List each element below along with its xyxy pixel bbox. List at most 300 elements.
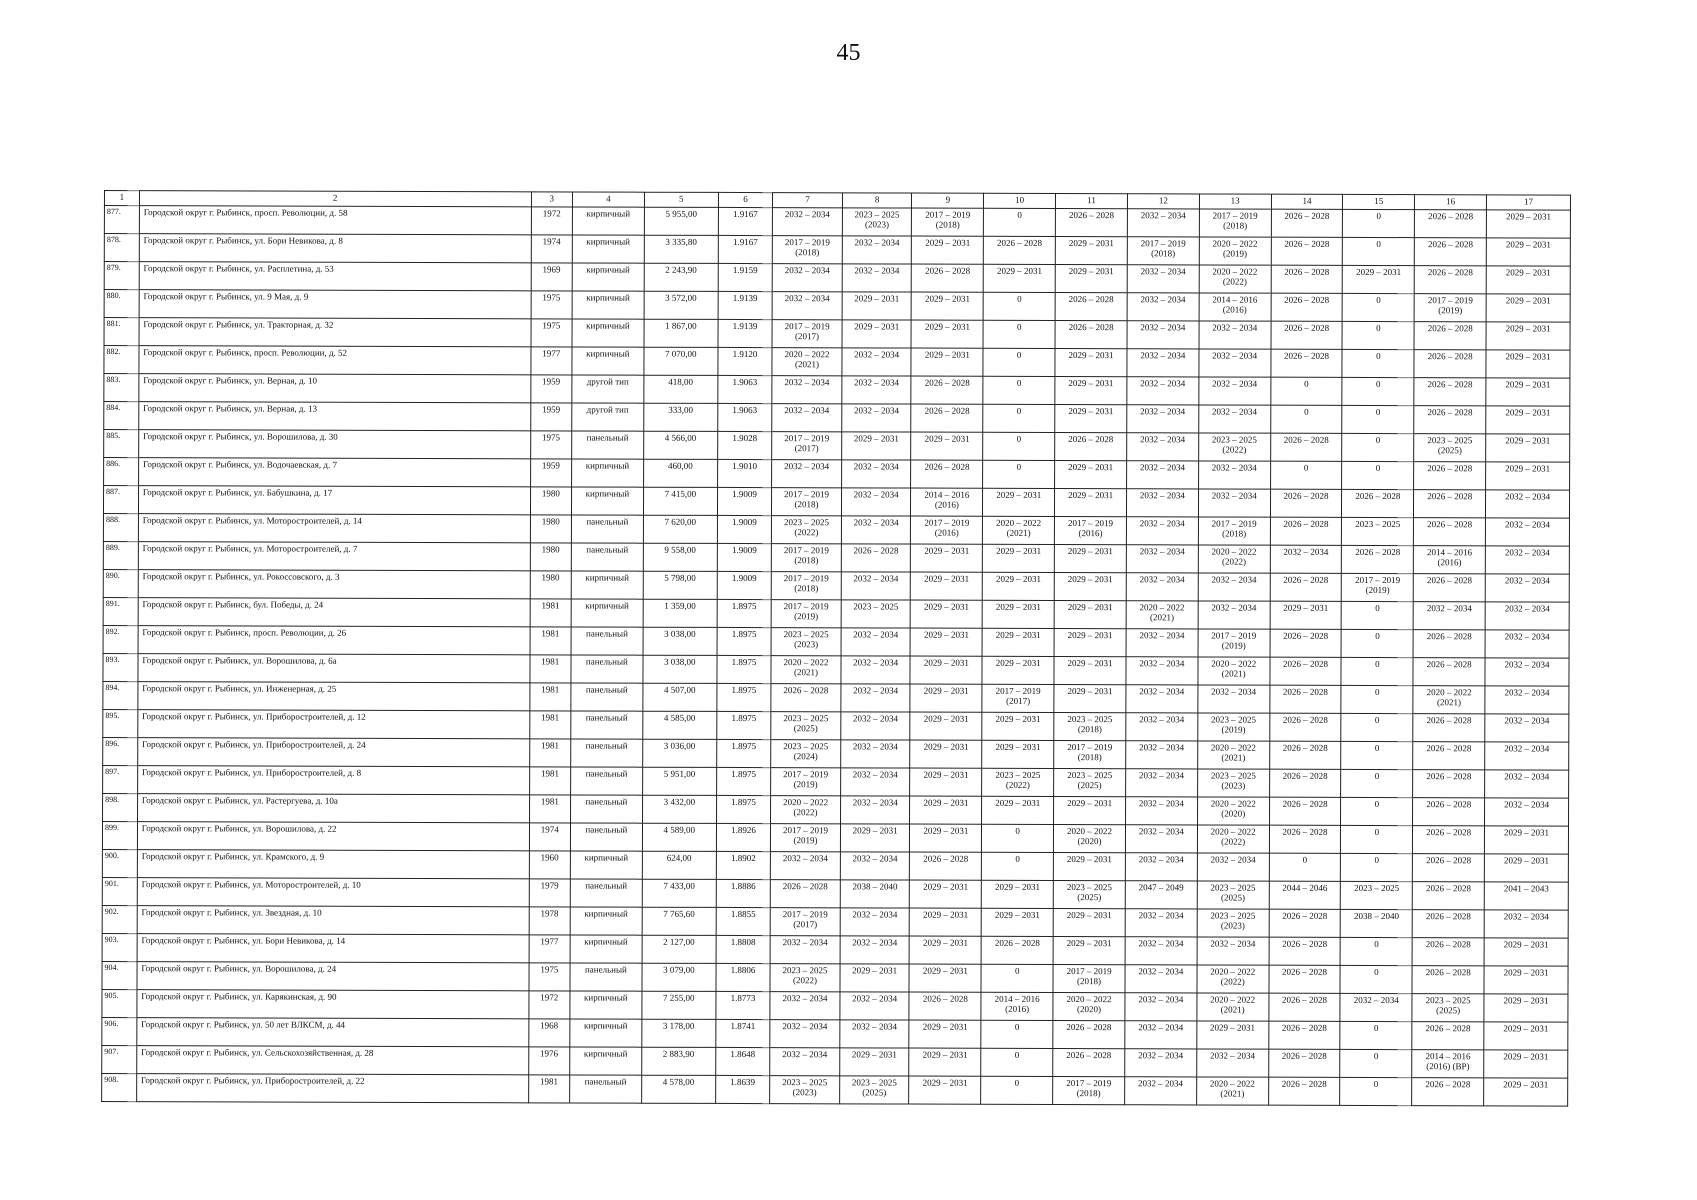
table-cell-col-2: Городской округ г. Рыбинск, ул. Бори Невикова, д. 8: [139, 234, 531, 263]
table-cell-col-13: 2032 – 2034: [1199, 349, 1271, 377]
table-cell-col-6: 1.8806: [716, 963, 770, 991]
table-cell-col-5: 3 036,00: [642, 739, 716, 767]
table-cell-col-13: 2020 – 2022 (2022): [1197, 965, 1269, 993]
table-cell-col-1: 898.: [103, 793, 138, 821]
table-cell-col-5: 7 070,00: [644, 347, 718, 375]
table-cell-col-3: 1979: [529, 879, 570, 907]
table-cell-col-7: 2032 – 2034: [770, 1020, 840, 1048]
table-cell-col-9: 2026 – 2028: [911, 376, 983, 404]
table-cell-col-5: 333,00: [644, 403, 718, 431]
table-cell-col-11: 2029 – 2031: [1053, 908, 1125, 936]
table-cell-col-12: 2032 – 2034: [1125, 853, 1197, 881]
table-cell-col-8: 2029 – 2031: [842, 292, 912, 320]
table-cell-col-4: кирпичный: [570, 935, 642, 963]
table-cell-col-9: 2026 – 2028: [911, 404, 983, 432]
table-cell-col-8: 2032 – 2034: [840, 1020, 910, 1048]
table-cell-col-15: 0: [1341, 629, 1413, 657]
table-cell-col-12: 2032 – 2034: [1126, 741, 1198, 769]
table-cell-col-16: 2023 – 2025 (2025): [1412, 994, 1484, 1022]
table-cell-col-17: 2029 – 2031: [1486, 434, 1570, 462]
table-cell-col-10: 2029 – 2031: [982, 880, 1054, 908]
table-cell-col-14: 2026 – 2028: [1271, 321, 1343, 349]
table-cell-col-4: другой тип: [572, 375, 644, 403]
table-cell-col-1: 877.: [104, 206, 139, 234]
table-cell-col-8: 2032 – 2034: [841, 628, 911, 656]
table-cell-col-8: 2032 – 2034: [841, 516, 911, 544]
table-cell-col-1: 890.: [103, 569, 138, 597]
table-cell-col-2: Городской округ г. Рыбинск, ул. Расплетина, д. 53: [139, 262, 531, 291]
table-cell-col-9: 2029 – 2031: [910, 656, 982, 684]
table-cell-col-11: 2023 – 2025 (2025): [1053, 880, 1125, 908]
table-cell-col-8: 2026 – 2028: [841, 544, 911, 572]
table-cell-col-12: 2032 – 2034: [1127, 265, 1199, 293]
table-cell-col-16: 2026 – 2028: [1413, 714, 1485, 742]
table-cell-col-9: 2017 – 2019 (2016): [911, 516, 983, 544]
table-cell-col-15: 0: [1343, 237, 1415, 265]
table-cell-col-2: Городской округ г. Рыбинск, ул. Бори Невикова, д. 14: [137, 934, 529, 963]
table-cell-col-15: 2023 – 2025: [1342, 517, 1414, 545]
table-cell-col-10: 2029 – 2031: [982, 796, 1054, 824]
table-cell-col-13: 2014 – 2016 (2016): [1199, 293, 1271, 321]
table-cell-col-7: 2023 – 2025 (2023): [770, 1076, 840, 1104]
table-cell-col-4: кирпичный: [571, 599, 643, 627]
table-cell-col-9: 2029 – 2031: [912, 236, 984, 264]
table-cell-col-13: 2032 – 2034: [1198, 601, 1270, 629]
table-cell-col-17: 2029 – 2031: [1486, 406, 1570, 434]
table-cell-col-15: 0: [1342, 461, 1414, 489]
table-cell-col-17: 2029 – 2031: [1484, 854, 1568, 882]
table-cell-col-6: 1.8975: [717, 599, 771, 627]
table-cell-col-14: 2026 – 2028: [1268, 1077, 1340, 1105]
table-cell-col-11: 2029 – 2031: [1054, 684, 1126, 712]
table-cell-col-9: 2029 – 2031: [910, 740, 982, 768]
table-cell-col-14: 0: [1270, 461, 1342, 489]
table-cell-col-17: 2032 – 2034: [1485, 546, 1569, 574]
table-cell-col-2: Городской округ г. Рыбинск, ул. Приборостроителей, д. 8: [137, 766, 529, 795]
table-cell-col-8: 2032 – 2034: [841, 712, 911, 740]
table-cell-col-5: 1 867,00: [644, 319, 718, 347]
table-cell-col-13: 2023 – 2025 (2023): [1197, 909, 1269, 937]
table-cell-col-11: 2026 – 2028: [1053, 1048, 1125, 1076]
table-cell-col-7: 2020 – 2022 (2022): [771, 796, 841, 824]
table-cell-col-2: Городской округ г. Рыбинск, ул. Рокоссовского, д. 3: [138, 570, 530, 599]
table-cell-col-14: 2026 – 2028: [1271, 293, 1343, 321]
table-cell-col-2: Городской округ г. Рыбинск, ул. Ворошилова, д. 22: [137, 822, 529, 851]
table-cell-col-8: 2032 – 2034: [841, 460, 911, 488]
table-cell-col-10: 0: [983, 432, 1055, 460]
table-cell-col-5: 3 572,00: [644, 291, 718, 319]
table-cell-col-6: 1.8975: [717, 683, 771, 711]
table-cell-col-2: Городской округ г. Рыбинск, ул. Ворошилова, д. 30: [138, 430, 530, 459]
table-cell-col-6: 1.9159: [718, 263, 772, 291]
table-cell-col-13: 2017 – 2019 (2018): [1199, 209, 1271, 237]
table-cell-col-6: 1.9009: [717, 571, 771, 599]
table-cell-col-14: 2026 – 2028: [1270, 489, 1342, 517]
table-cell-col-17: 2032 – 2034: [1485, 714, 1569, 742]
table-cell-col-6: 1.9063: [718, 375, 772, 403]
table-cell-col-14: 2026 – 2028: [1268, 1049, 1340, 1077]
table-cell-col-10: 2029 – 2031: [983, 264, 1055, 292]
table-cell-col-4: кирпичный: [572, 459, 644, 487]
table-cell-col-3: 1960: [529, 851, 570, 879]
table-cell-col-3: 1980: [530, 571, 571, 599]
table-cell-col-4: кирпичный: [572, 291, 644, 319]
table-cell-col-9: 2029 – 2031: [911, 572, 983, 600]
table-cell-col-7: 2017 – 2019 (2017): [772, 320, 842, 348]
table-cell-col-10: 0: [984, 208, 1056, 236]
table-cell-col-14: 2044 – 2046: [1269, 881, 1341, 909]
table-cell-col-11: 2029 – 2031: [1054, 544, 1126, 572]
table-cell-col-12: 2032 – 2034: [1125, 825, 1197, 853]
table-cell-col-5: 1 359,00: [643, 599, 717, 627]
table-cell-col-2: Городской округ г. Рыбинск, ул. Моторостроителей, д. 14: [138, 514, 530, 543]
table-cell-col-8: 2029 – 2031: [840, 1048, 910, 1076]
table-cell-col-1: 902.: [102, 905, 137, 933]
table-cell-col-16: 2026 – 2028: [1414, 406, 1486, 434]
table-cell-col-14: 2026 – 2028: [1269, 965, 1341, 993]
table-cell-col-6: 1.9139: [718, 319, 772, 347]
table-cell-col-17: 2032 – 2034: [1485, 602, 1569, 630]
table-cell-col-4: панельный: [571, 711, 643, 739]
table-cell-col-5: 3 038,00: [643, 627, 717, 655]
table-cell-col-14: 2026 – 2028: [1270, 573, 1342, 601]
table-cell-col-2: Городской округ г. Рыбинск, ул. Крамского, д. 9: [137, 850, 529, 879]
table-cell-col-1: 891.: [103, 597, 138, 625]
table-cell-col-8: 2029 – 2031: [840, 964, 910, 992]
table-cell-col-4: кирпичный: [570, 1019, 642, 1047]
table-cell-col-11: 2026 – 2028: [1055, 292, 1127, 320]
table-cell-col-15: 0: [1341, 937, 1413, 965]
column-header-17: 17: [1487, 195, 1571, 210]
table-cell-col-13: 2017 – 2019 (2019): [1198, 629, 1270, 657]
table-cell-col-7: 2020 – 2022 (2021): [771, 656, 841, 684]
table-cell-col-15: 0: [1341, 853, 1413, 881]
table-cell-col-16: 2026 – 2028: [1413, 658, 1485, 686]
table-cell-col-3: 1981: [528, 1075, 569, 1103]
table-cell-col-7: 2017 – 2019 (2018): [772, 488, 842, 516]
column-header-10: 10: [984, 193, 1056, 208]
table-cell-col-4: кирпичный: [572, 319, 644, 347]
table-cell-col-17: 2029 – 2031: [1486, 378, 1570, 406]
table-cell-col-11: 2029 – 2031: [1053, 852, 1125, 880]
table-cell-col-5: 2 243,90: [644, 263, 718, 291]
table-cell-col-11: 2026 – 2028: [1055, 432, 1127, 460]
table-cell-col-11: 2029 – 2031: [1055, 404, 1127, 432]
table-cell-col-6: 1.8741: [716, 1019, 770, 1047]
table-cell-col-12: 2032 – 2034: [1126, 629, 1198, 657]
table-cell-col-14: 2026 – 2028: [1269, 741, 1341, 769]
table-cell-col-8: 2032 – 2034: [840, 796, 910, 824]
table-cell-col-5: 5 951,00: [642, 767, 716, 795]
column-header-6: 6: [718, 192, 772, 207]
table-cell-col-8: 2023 – 2025 (2023): [842, 208, 912, 236]
table-cell-col-12: 2032 – 2034: [1127, 321, 1199, 349]
table-cell-col-14: 2026 – 2028: [1269, 909, 1341, 937]
table-cell-col-10: 2029 – 2031: [982, 628, 1054, 656]
table-cell-col-11: 2020 – 2022 (2020): [1054, 824, 1126, 852]
table-cell-col-6: 1.8975: [717, 711, 771, 739]
table-cell-col-1: 906.: [102, 1017, 137, 1045]
table-cell-col-4: панельный: [571, 739, 643, 767]
table-cell-col-1: 905.: [102, 989, 137, 1017]
table-cell-col-7: 2032 – 2034: [770, 936, 840, 964]
table-cell-col-2: Городской округ г. Рыбинск, ул. 9 Мая, д. 9: [139, 290, 531, 319]
table-cell-col-10: 2026 – 2028: [981, 936, 1053, 964]
table-cell-col-4: панельный: [570, 1075, 642, 1103]
table-cell-col-10: 2029 – 2031: [982, 740, 1054, 768]
table-cell-col-9: 2029 – 2031: [911, 544, 983, 572]
table-cell-col-4: кирпичный: [572, 207, 644, 235]
table-cell-col-11: 2017 – 2019 (2018): [1054, 740, 1126, 768]
table-cell-col-4: панельный: [570, 823, 642, 851]
table-cell-col-16: 2026 – 2028: [1413, 770, 1485, 798]
table-cell-col-5: 5 955,00: [644, 207, 718, 235]
table-cell-col-13: 2032 – 2034: [1198, 685, 1270, 713]
table-cell-col-6: 1.8975: [716, 739, 770, 767]
table-cell-col-1: 893.: [103, 653, 138, 681]
table-cell-col-15: 2023 – 2025: [1341, 881, 1413, 909]
table-cell-col-4: панельный: [570, 963, 642, 991]
table-cell-col-5: 7 765,60: [642, 907, 716, 935]
table-cell-col-10: 2029 – 2031: [982, 712, 1054, 740]
table-cell-col-4: кирпичный: [570, 1047, 642, 1075]
table-cell-col-1: 878.: [104, 234, 139, 262]
table-cell-col-2: Городской округ г. Рыбинск, ул. Бабушкина, д. 17: [138, 486, 530, 515]
table-cell-col-9: 2029 – 2031: [911, 348, 983, 376]
table-cell-col-5: 3 178,00: [642, 1019, 716, 1047]
table-cell-col-13: 2020 – 2022 (2022): [1198, 545, 1270, 573]
table-cell-col-13: 2020 – 2022 (2021): [1197, 741, 1269, 769]
table-cell-col-3: 1972: [529, 991, 570, 1019]
table-cell-col-10: 2026 – 2028: [984, 236, 1056, 264]
table-cell-col-17: 2029 – 2031: [1486, 294, 1570, 322]
table-cell-col-10: 2029 – 2031: [981, 908, 1053, 936]
table-cell-col-2: Городской округ г. Рыбинск, просп. Революции, д. 26: [138, 626, 530, 655]
table-cell-col-12: 2032 – 2034: [1125, 909, 1197, 937]
register-table-wrapper: [101, 190, 1571, 1107]
table-cell-col-11: 2029 – 2031: [1054, 656, 1126, 684]
table-cell-col-7: 2023 – 2025 (2023): [771, 628, 841, 656]
table-cell-col-5: 624,00: [642, 851, 716, 879]
table-cell-col-16: 2026 – 2028: [1414, 322, 1486, 350]
table-cell-col-7: 2032 – 2034: [770, 1048, 840, 1076]
table-cell-col-16: 2026 – 2028: [1412, 1078, 1484, 1106]
table-cell-col-13: 2020 – 2022 (2022): [1199, 265, 1271, 293]
table-cell-col-12: 2032 – 2034: [1125, 965, 1197, 993]
table-cell-col-5: 7 255,00: [642, 991, 716, 1019]
table-cell-col-17: 2032 – 2034: [1485, 798, 1569, 826]
table-cell-col-10: 0: [982, 852, 1054, 880]
table-cell-col-1: 895.: [103, 709, 138, 737]
table-cell-col-12: 2032 – 2034: [1127, 405, 1199, 433]
table-cell-col-3: 1980: [530, 543, 571, 571]
table-cell-col-12: 2032 – 2034: [1126, 769, 1198, 797]
table-cell-col-13: 2020 – 2022 (2022): [1197, 825, 1269, 853]
column-header-1: 1: [104, 191, 139, 206]
table-cell-col-6: 1.8975: [717, 655, 771, 683]
table-cell-col-5: 9 558,00: [643, 543, 717, 571]
table-cell-col-16: 2026 – 2028: [1415, 210, 1487, 238]
table-cell-col-9: 2029 – 2031: [912, 292, 984, 320]
table-cell-col-2: Городской округ г. Рыбинск, ул. Моторостроителей, д. 7: [138, 542, 530, 571]
table-cell-col-9: 2029 – 2031: [910, 824, 982, 852]
table-cell-col-11: 2017 – 2019 (2018): [1053, 1076, 1125, 1104]
table-cell-col-12: 2032 – 2034: [1125, 937, 1197, 965]
table-cell-col-6: 1.8975: [717, 627, 771, 655]
table-cell-col-16: 2020 – 2022 (2021): [1413, 686, 1485, 714]
column-header-4: 4: [572, 192, 644, 207]
table-cell-col-15: 0: [1341, 797, 1413, 825]
table-cell-col-17: 2029 – 2031: [1486, 210, 1570, 238]
table-cell-col-11: 2029 – 2031: [1055, 236, 1127, 264]
table-cell-col-4: кирпичный: [572, 235, 644, 263]
page-number: 45: [836, 40, 861, 66]
table-cell-col-17: 2029 – 2031: [1484, 1022, 1568, 1050]
table-cell-col-3: 1981: [530, 655, 571, 683]
column-header-11: 11: [1056, 193, 1128, 208]
table-cell-col-4: панельный: [571, 627, 643, 655]
table-cell-col-2: Городской округ г. Рыбинск, ул. Водочаевская, д. 7: [138, 458, 530, 487]
table-cell-col-13: 2020 – 2022 (2020): [1197, 797, 1269, 825]
table-cell-col-11: 2026 – 2028: [1055, 208, 1127, 236]
table-cell-col-13: 2020 – 2022 (2021): [1196, 1077, 1268, 1105]
table-cell-col-16: 2026 – 2028: [1414, 266, 1486, 294]
table-cell-col-15: 0: [1341, 713, 1413, 741]
table-cell-col-1: 907.: [102, 1045, 137, 1073]
table-cell-col-11: 2029 – 2031: [1055, 460, 1127, 488]
table-cell-col-3: 1981: [529, 711, 570, 739]
table-cell-col-12: 2032 – 2034: [1126, 657, 1198, 685]
table-cell-col-8: 2023 – 2025 (2025): [839, 1076, 909, 1104]
table-cell-col-13: 2023 – 2025 (2025): [1197, 881, 1269, 909]
table-cell-col-9: 2029 – 2031: [911, 320, 983, 348]
table-cell-col-14: 2026 – 2028: [1270, 657, 1342, 685]
table-cell-col-7: 2017 – 2019 (2018): [771, 544, 841, 572]
table-cell-col-3: 1976: [528, 1047, 569, 1075]
table-cell-col-12: 2017 – 2019 (2018): [1127, 237, 1199, 265]
table-cell-col-10: 0: [983, 320, 1055, 348]
table-cell-col-10: 0: [981, 1076, 1053, 1104]
table-cell-col-13: 2032 – 2034: [1197, 937, 1269, 965]
table-cell-col-11: 2023 – 2025 (2025): [1054, 768, 1126, 796]
table-cell-col-4: панельный: [571, 655, 643, 683]
table-cell-col-5: 3 079,00: [642, 963, 716, 991]
table-cell-col-13: 2023 – 2025 (2022): [1198, 433, 1270, 461]
table-cell-col-14: 2026 – 2028: [1268, 1021, 1340, 1049]
table-cell-col-10: 0: [983, 460, 1055, 488]
table-cell-col-10: 2017 – 2019 (2017): [982, 684, 1054, 712]
table-cell-col-15: 2029 – 2031: [1343, 265, 1415, 293]
table-cell-col-16: 2017 – 2019 (2019): [1414, 294, 1486, 322]
table-cell-col-15: 0: [1341, 769, 1413, 797]
table-cell-col-3: 1980: [530, 515, 571, 543]
table-cell-col-15: 0: [1342, 405, 1414, 433]
column-header-13: 13: [1199, 194, 1271, 209]
table-body: [102, 206, 1571, 1107]
table-cell-col-3: 1975: [530, 431, 571, 459]
table-cell-col-1: 892.: [103, 625, 138, 653]
table-cell-col-15: 0: [1343, 293, 1415, 321]
table-cell-col-6: 1.8639: [715, 1075, 769, 1103]
table-cell-col-8: 2029 – 2031: [841, 432, 911, 460]
table-cell-col-11: 2029 – 2031: [1055, 488, 1127, 516]
table-cell-col-3: 1972: [531, 207, 572, 235]
table-cell-col-12: 2047 – 2049: [1125, 881, 1197, 909]
table-cell-col-14: 2026 – 2028: [1269, 797, 1341, 825]
table-cell-col-6: 1.9167: [718, 235, 772, 263]
table-cell-col-15: 0: [1342, 349, 1414, 377]
table-cell-col-13: 2020 – 2022 (2019): [1199, 237, 1271, 265]
table-cell-col-9: 2029 – 2031: [910, 712, 982, 740]
table-cell-col-11: 2029 – 2031: [1054, 796, 1126, 824]
table-cell-col-7: 2026 – 2028: [770, 880, 840, 908]
table-cell-col-5: 7 620,00: [643, 515, 717, 543]
table-cell-col-3: 1981: [530, 599, 571, 627]
table-cell-col-16: 2026 – 2028: [1413, 854, 1485, 882]
table-cell-col-6: 1.8975: [716, 795, 770, 823]
table-cell-col-3: 1981: [529, 767, 570, 795]
table-cell-col-8: 2032 – 2034: [841, 740, 911, 768]
table-cell-col-9: 2026 – 2028: [912, 264, 984, 292]
table-cell-col-6: 1.8648: [716, 1047, 770, 1075]
table-cell-col-15: 0: [1340, 1049, 1412, 1077]
table-cell-col-4: кирпичный: [570, 907, 642, 935]
table-cell-col-3: 1975: [529, 963, 570, 991]
table-cell-col-7: 2023 – 2025 (2025): [771, 712, 841, 740]
table-cell-col-16: 2026 – 2028: [1412, 938, 1484, 966]
table-cell-col-2: Городской округ г. Рыбинск, ул. Тракторная, д. 32: [139, 318, 531, 347]
table-cell-col-17: 2029 – 2031: [1484, 994, 1568, 1022]
table-cell-col-10: 0: [981, 964, 1053, 992]
table-cell-col-5: 3 335,80: [644, 235, 718, 263]
table-cell-col-9: 2029 – 2031: [909, 1076, 981, 1104]
table-cell-col-16: 2026 – 2028: [1413, 882, 1485, 910]
table-cell-col-11: 2017 – 2019 (2018): [1053, 964, 1125, 992]
table-cell-col-2: Городской округ г. Рыбинск, ул. 50 лет ВЛКСМ, д. 44: [137, 1018, 529, 1047]
table-cell-col-14: 0: [1269, 853, 1341, 881]
table-cell-col-9: 2029 – 2031: [909, 1020, 981, 1048]
column-header-9: 9: [912, 193, 984, 208]
table-cell-col-13: 2032 – 2034: [1197, 853, 1269, 881]
table-cell-col-8: 2032 – 2034: [840, 936, 910, 964]
table-cell-col-3: 1977: [529, 935, 570, 963]
table-cell-col-12: 2032 – 2034: [1126, 713, 1198, 741]
table-cell-col-6: 1.9167: [718, 207, 772, 235]
table-cell-col-7: 2032 – 2034: [773, 208, 843, 236]
table-cell-col-14: 2029 – 2031: [1270, 601, 1342, 629]
housing-register-table: [101, 190, 1571, 1107]
table-cell-col-15: 2026 – 2028: [1342, 545, 1414, 573]
table-cell-col-1: 886.: [104, 458, 139, 486]
table-cell-col-13: 2029 – 2031: [1197, 1021, 1269, 1049]
table-cell-col-15: 0: [1340, 1021, 1412, 1049]
table-cell-col-11: 2029 – 2031: [1055, 376, 1127, 404]
table-cell-col-14: 2026 – 2028: [1271, 265, 1343, 293]
table-cell-col-1: 896.: [103, 737, 138, 765]
table-cell-col-1: 888.: [103, 514, 138, 542]
table-cell-col-11: 2026 – 2028: [1053, 1020, 1125, 1048]
table-cell-col-16: 2026 – 2028: [1412, 910, 1484, 938]
table-cell-col-5: 418,00: [644, 375, 718, 403]
table-cell-col-12: 2032 – 2034: [1125, 1021, 1197, 1049]
table-cell-col-14: 2026 – 2028: [1269, 825, 1341, 853]
table-cell-col-17: 2032 – 2034: [1485, 686, 1569, 714]
table-cell-col-10: 2029 – 2031: [983, 544, 1055, 572]
table-cell-col-4: панельный: [572, 431, 644, 459]
table-cell-col-9: 2029 – 2031: [910, 908, 982, 936]
table-cell-col-8: 2032 – 2034: [842, 348, 912, 376]
table-cell-col-5: 7 433,00: [642, 879, 716, 907]
